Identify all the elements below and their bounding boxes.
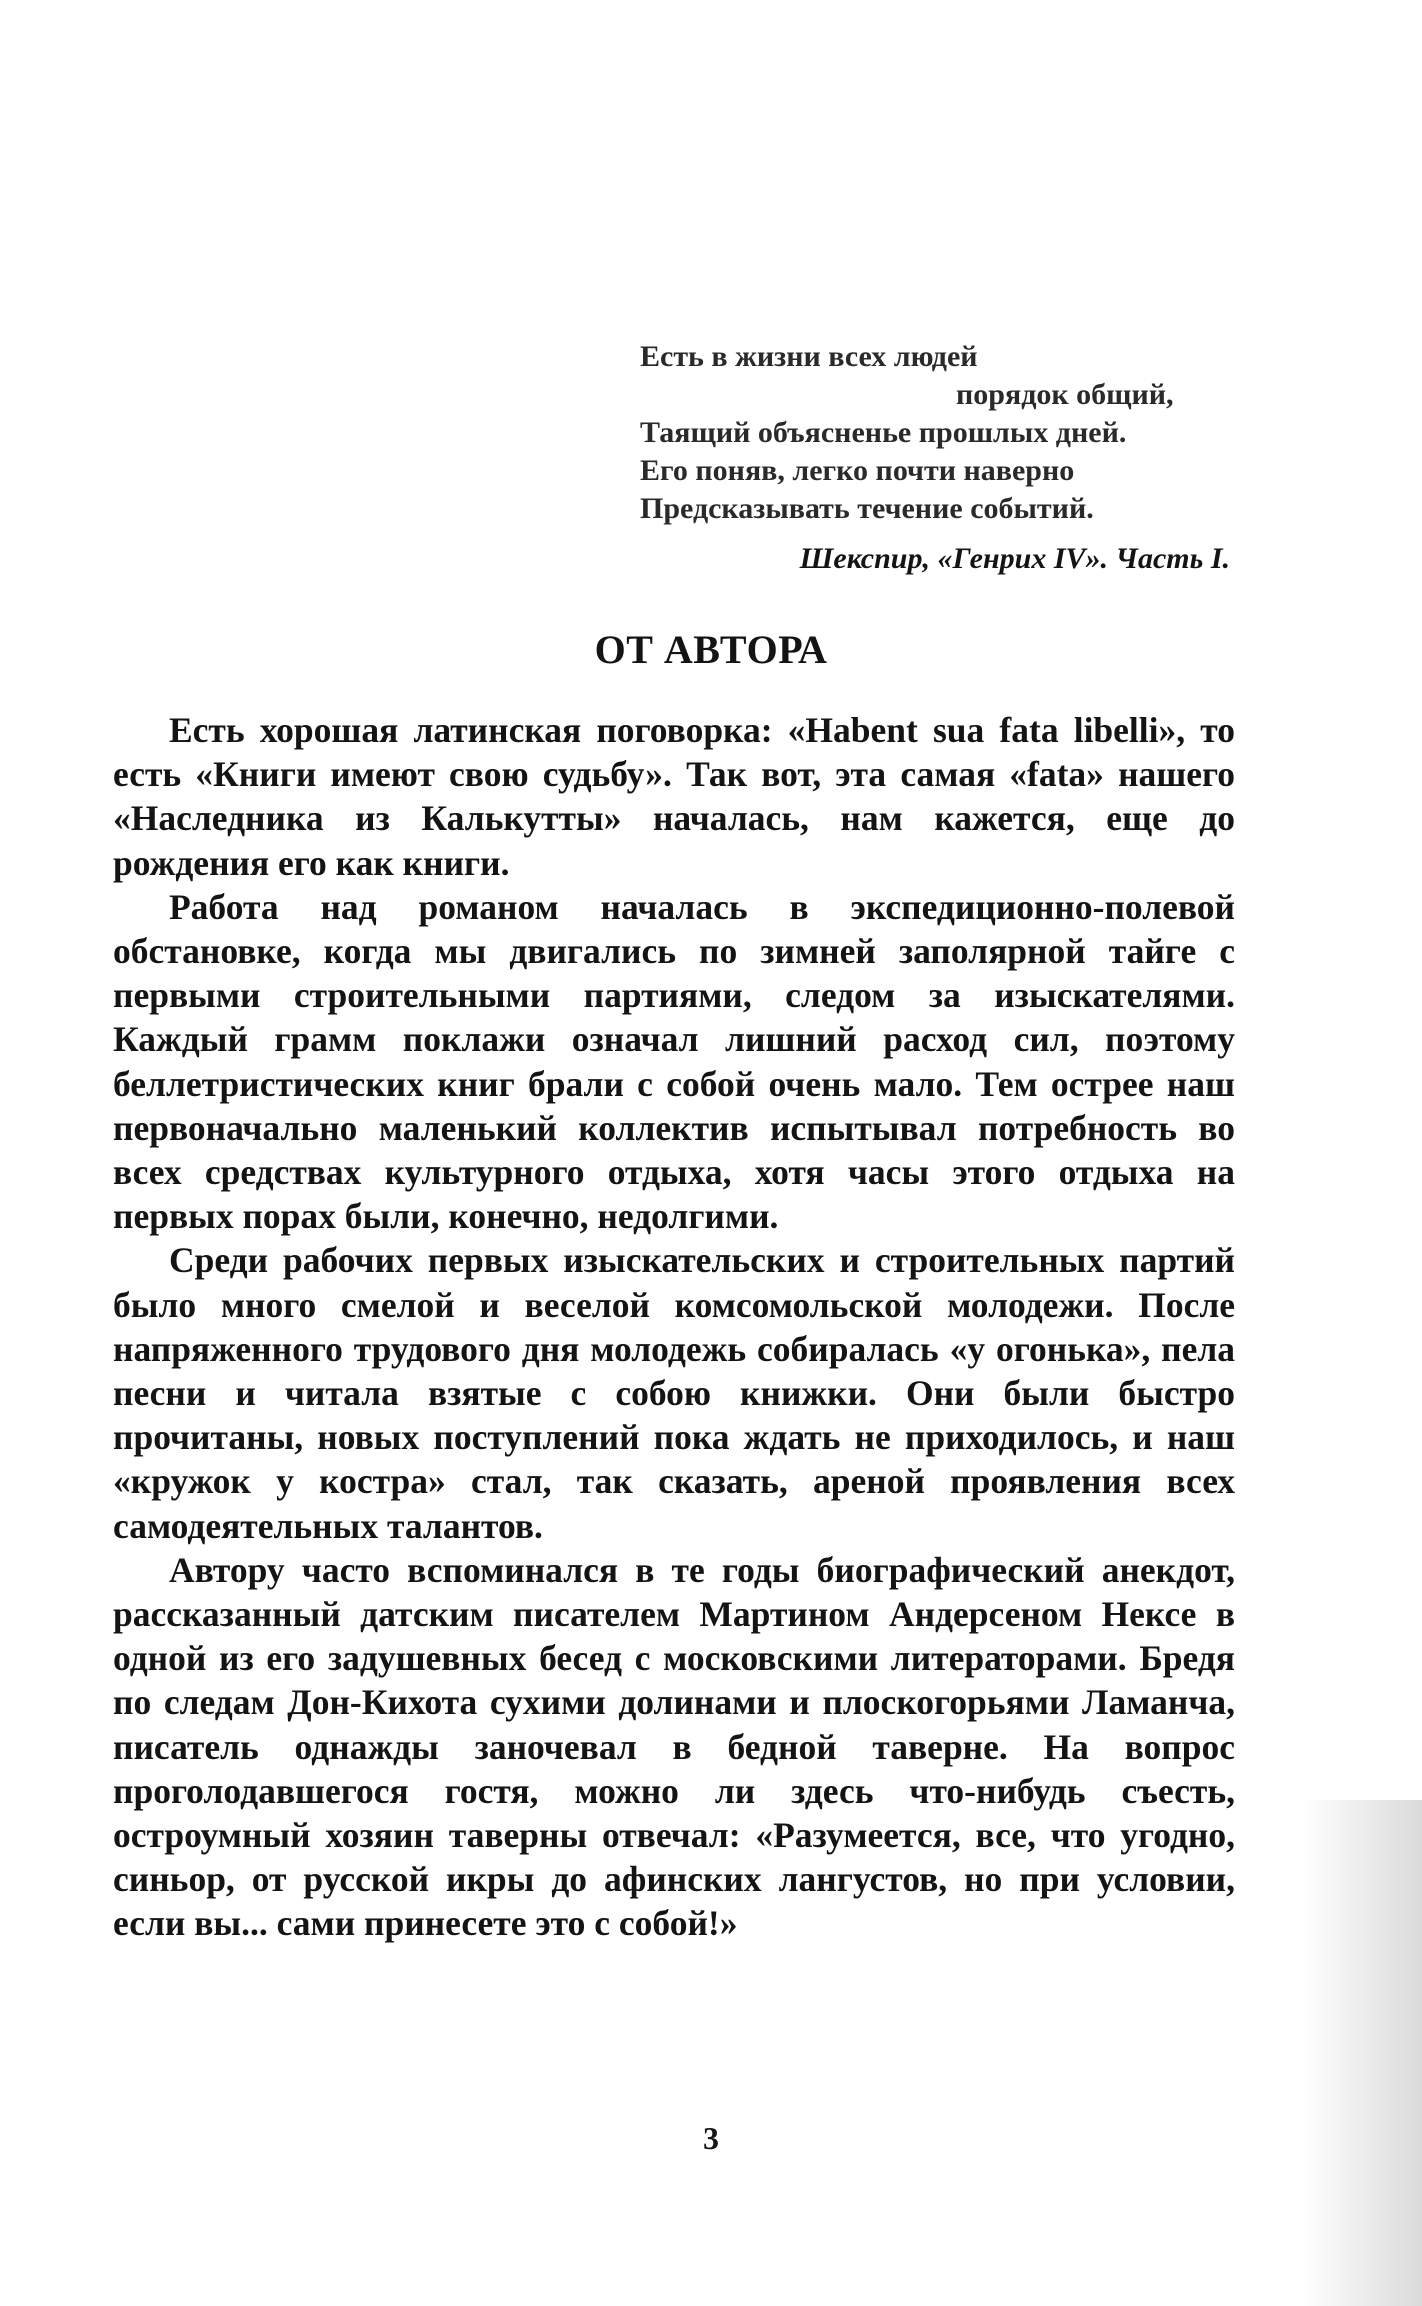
epigraph-line: Есть в жизни всех людей: [640, 340, 978, 373]
chapter-heading: ОТ АВТОРА: [594, 627, 828, 672]
epigraph-line: порядок общий,: [956, 378, 1174, 411]
paragraph: Среди рабочих первых изыскательских и строительных партий было много смелой и веселой комсомольской молодежи. После напряженного трудового дня молодежь собиралась «у огонька», пела песни и читала взятые с собою книжки. Они были быстро прочитаны, новых поступлений пока ждать не приходилось, и наш «кружок у костра» стал, так сказать, ареной проявления всех самодеятельных талантов.: [113, 1240, 1235, 1546]
paragraph: Есть хорошая латинская поговорка: «Habent sua fata libelli», то есть «Книги имеют свою судьбу». Так вот, эта самая «fata» нашего «Наследника из Калькутты» началась, нам кажется, еще до рождения его как книги.: [113, 710, 1235, 883]
epigraph-line: Его поняв, легко почти наверно: [640, 454, 1075, 487]
paragraph: Автору часто вспоминался в те годы биографический анекдот, рассказанный датским писателем Мартином Андерсеном Нексе в одной из его задушевных бесед с московскими литераторами. Бредя по следам Дон-Кихота сухими долинами и плоскогорьями Ламанча, писатель однажды заночевал в бедной таверне. На вопрос проголодавшегося гостя, можно ли здесь что-нибудь съесть, остроумный хозяин таверны отвечал: «Разумеется, все, что угодно, синьор, от русской икры до афинских лангустов, но при условии, если вы... сами принесете это с собой!»: [113, 1549, 1235, 1944]
epigraph-attribution: Шекспир, «Генрих IV». Часть I.: [799, 542, 1230, 575]
epigraph-line: Предсказывать течение событий.: [640, 492, 1094, 525]
page-number: 3: [703, 2120, 719, 2156]
scan-shadow: [1302, 1800, 1422, 2306]
paragraph: Работа над романом началась в экспедиционно-полевой обстановке, когда мы двигались по зимней заполярной тайге с первыми строительными партиями, следом за изыскателями. Каждый грамм поклажи означал лишний расход сил, поэтому беллетристических книг брали с собой очень мало. Тем острее наш первоначально маленький коллектив испытывал потребность во всех средствах культурного отдыха, хотя часы этого отдыха на первых порах были, конечно, недолгими.: [113, 886, 1235, 1237]
epigraph-line: Таящий объясненье прошлых дней.: [640, 416, 1127, 449]
body-text: [113, 708, 1235, 1946]
epigraph: [640, 338, 1240, 528]
